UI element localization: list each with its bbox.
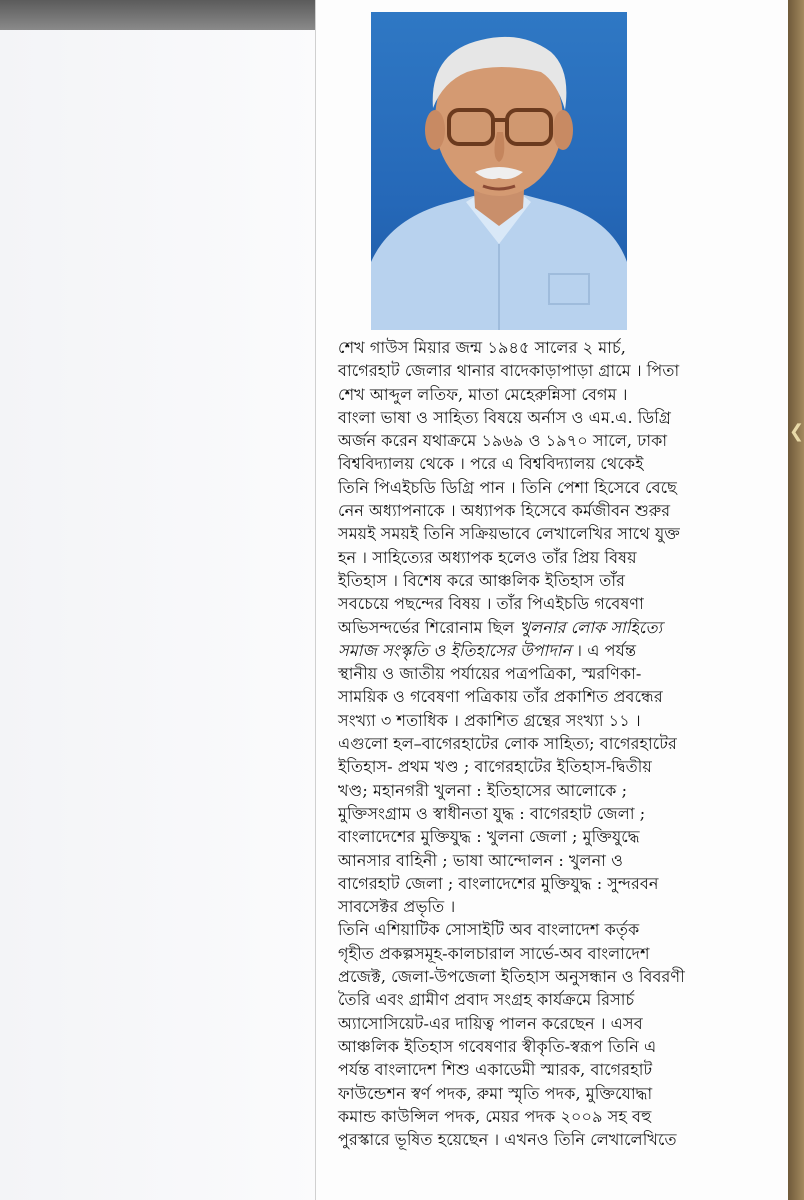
biography-line	[338, 569, 778, 592]
biography-text: । এ পর্যন্ত	[571, 640, 637, 660]
biography-line	[338, 592, 778, 615]
biography-text: পর্যন্ত বাংলাদেশ শিশু একাডেমী স্মারক, বাগেরহাট	[338, 1060, 653, 1080]
spine-ornament-icon: ❮	[789, 421, 804, 442]
biography-text: নেন অধ্যাপনাকে । অধ্যাপক হিসেবে কর্মজীবন শুরুর	[338, 501, 671, 521]
biography-text: সময়ই সময়ই তিনি সক্রিয়ভাবে লেখালেখির সাথে যুক্ত	[338, 524, 680, 544]
biography-line	[338, 988, 778, 1011]
biography-text: প্রজেক্ট, জেলা-উপজেলা ইতিহাস অনুসন্ধান ও বিবরণী	[338, 967, 685, 987]
biography-text: আনসার বাহিনী ; ভাষা আন্দোলন : খুলনা ও	[338, 850, 624, 870]
biography-text: সাময়িক ও গবেষণা পত্রিকায় তাঁর প্রকাশিত প্রবন্ধের	[338, 687, 663, 707]
biography-line	[338, 476, 778, 499]
biography-text: ইতিহাস । বিশেষ করে আঞ্চলিক ইতিহাস তাঁর	[338, 570, 626, 590]
biography-line	[338, 825, 778, 848]
biography-text: শেখ আব্দুল লতিফ, মাতা মেহেরুন্নিসা বেগম ।	[338, 384, 628, 404]
biography-line	[338, 452, 778, 475]
biography-line	[338, 802, 778, 825]
biography-text: আঞ্চলিক ইতিহাস গবেষণার স্বীকৃতি-স্বরূপ তিনি এ	[338, 1036, 657, 1056]
biography-text: সাবসেক্টর প্রভৃতি ।	[338, 897, 456, 917]
biography-line	[338, 1058, 778, 1081]
biography-line	[338, 639, 778, 662]
biography-text: কমান্ড কাউন্সিল পদক, মেয়র পদক ২০০৯ সহ বহু	[338, 1106, 652, 1126]
biography-line	[338, 406, 778, 429]
biography-line	[338, 895, 778, 918]
biography-line	[338, 918, 778, 941]
biography-line	[338, 755, 778, 778]
cover-spine-edge	[788, 0, 804, 1200]
biography-text: তিনি এশিয়াটিক সোসাইটি অব বাংলাদেশ কর্তৃক	[338, 920, 640, 940]
biography-text: খণ্ড; মহানগরী খুলনা : ইতিহাসের আলোকে ;	[338, 780, 628, 800]
biography-text: গৃহীত প্রকল্পসমূহ-কালচারাল সার্ভে-অব বাংলাদেশ	[338, 943, 650, 963]
book-title-text: খুলনার লোক সাহিত্যে	[519, 617, 663, 637]
left-page-blank	[0, 30, 318, 1200]
biography-line	[338, 965, 778, 988]
book-title-text: সমাজ সংস্কৃতি ও ইতিহাসের উপাদান	[338, 640, 572, 660]
biography-text: স্থানীয় ও জাতীয় পর্যায়ের পত্রপত্রিকা, স্মরণিকা-	[338, 664, 642, 684]
biography-text: হন । সাহিত্যের অধ্যাপক হলেও তাঁর প্রিয় বিষয়	[338, 547, 637, 567]
biography-text: বিশ্ববিদ্যালয় থেকে । পরে এ বিশ্ববিদ্যালয় থেকেই	[338, 454, 644, 474]
biography-line	[338, 429, 778, 452]
biography-text: মুক্তিসংগ্রাম ও স্বাধীনতা যুদ্ধ : বাগেরহাট জেলা ;	[338, 803, 646, 823]
biography-text: বাংলাদেশের মুক্তিযুদ্ধ : খুলনা জেলা ; মুক্তিযুদ্ধে	[338, 827, 640, 847]
biography-line	[338, 616, 778, 639]
author-photo	[371, 12, 627, 330]
biography-line	[338, 1082, 778, 1105]
biography-text: বাগেরহাট জেলার থানার বাদেকাড়াপাড়া গ্রামে । পিতা	[338, 361, 680, 381]
biography-text: শেখ গাউস মিয়ার জন্ম ১৯৪৫ সালের ২ মার্চ,	[338, 338, 626, 357]
biography-line	[338, 499, 778, 522]
biography-text: বাগেরহাট জেলা ; বাংলাদেশের মুক্তিযুদ্ধ : সুন্দরবন	[338, 873, 659, 893]
biography-line	[338, 1128, 778, 1151]
scan-border-top	[0, 0, 316, 30]
biography-line	[338, 685, 778, 708]
biography-line	[338, 546, 778, 569]
biography-line	[338, 709, 778, 732]
biography-line	[338, 779, 778, 802]
author-biography	[338, 336, 778, 1151]
biography-text: ফাউন্ডেশন স্বর্ণ পদক, রুমা স্মৃতি পদক, মুক্তিযোদ্ধা	[338, 1083, 653, 1103]
biography-line	[338, 1035, 778, 1058]
biography-line	[338, 849, 778, 872]
biography-line	[338, 872, 778, 895]
biography-text: অ্যাসোসিয়েট-এর দায়িত্ব পালন করেছেন । এসব	[338, 1013, 643, 1033]
biography-text: এগুলো হল–বাগেরহাটের লোক সাহিত্য; বাগেরহাটের	[338, 734, 677, 754]
biography-text: সংখ্যা ৩ শতাধিক । প্রকাশিত গ্রন্থের সংখ্যা ১১ ।	[338, 710, 641, 730]
author-portrait-image	[371, 12, 627, 330]
biography-text: ইতিহাস- প্রথম খণ্ড ; বাগেরহাটের ইতিহাস-দ্বিতীয়	[338, 757, 652, 777]
biography-text: তৈরি এবং গ্রামীণ প্রবাদ সংগ্রহ কার্যক্রমে রিসার্চ	[338, 990, 635, 1010]
biography-line	[338, 336, 778, 359]
biography-line	[338, 1012, 778, 1035]
biography-text: বাংলা ভাষা ও সাহিত্য বিষয়ে অর্নাস ও এম.এ. ডিগ্রি	[338, 407, 672, 427]
biography-text: অভিসন্দর্ভের শিরোনাম ছিল	[338, 617, 520, 637]
biography-line	[338, 1105, 778, 1128]
biography-line	[338, 383, 778, 406]
biography-text: তিনি পিএইচডি ডিগ্রি পান । তিনি পেশা হিসেবে বেছে	[338, 477, 677, 497]
biography-text: সবচেয়ে পছন্দের বিষয় । তাঁর পিএইচডি গবেষণা	[338, 594, 644, 614]
biography-text: পুরস্কারে ভূষিত হয়েছেন । এখনও তিনি লেখালেখিতে	[338, 1130, 677, 1150]
biography-line	[338, 359, 778, 382]
biography-text: অর্জন করেন যথাক্রমে ১৯৬৯ ও ১৯৭০ সালে, ঢাকা	[338, 431, 668, 451]
biography-line	[338, 662, 778, 685]
biography-line	[338, 942, 778, 965]
biography-line	[338, 522, 778, 545]
biography-line	[338, 732, 778, 755]
